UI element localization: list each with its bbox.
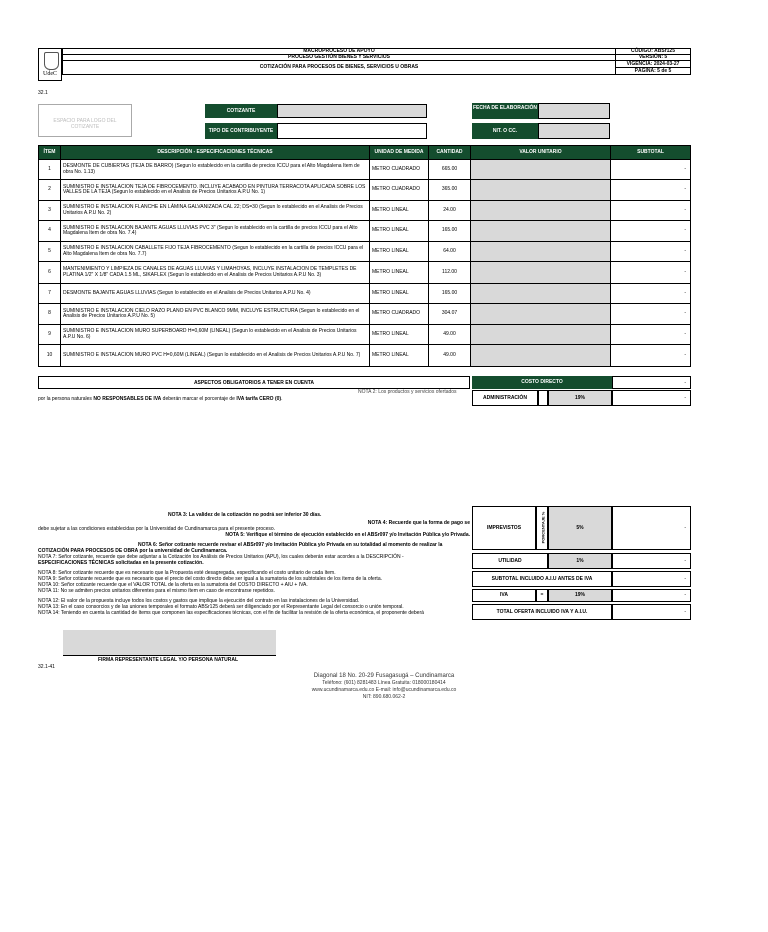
table-row: [39, 201, 691, 221]
items-table: [38, 145, 691, 367]
item-quantity: 665.00: [429, 160, 471, 180]
total-value: -: [612, 604, 691, 620]
item-unit-value[interactable]: [471, 242, 611, 262]
administracion-spacer: [538, 390, 548, 406]
item-unit-value[interactable]: [471, 325, 611, 345]
cotizante-label: COTIZANTE: [205, 104, 277, 118]
nota7b: ESPECIFICACIONES TÉCNICAS solicitadas en la presente cotización.: [38, 560, 204, 566]
utilidad-label: UTILIDAD: [472, 553, 548, 569]
header-pagina: PÁGINA: 5 de 5: [616, 68, 691, 75]
item-unit-value[interactable]: [471, 180, 611, 201]
table-row: [39, 160, 691, 180]
item-subtotal: -: [611, 284, 691, 304]
item-quantity: 365.00: [429, 180, 471, 201]
item-number: 9: [39, 325, 61, 345]
item-description: SUMINISTRO E INSTALACION MURO PVC H=0,60M (LINEAL) (Segun lo establecido en el Analisis de Precios Unitarios A.P.U No. 7): [61, 345, 370, 367]
item-subtotal: -: [611, 180, 691, 201]
imprevistos-pct[interactable]: 5%: [548, 506, 612, 550]
iva-line-pre: por la persona naturales: [38, 396, 94, 402]
nit-label: NIT. O CC.: [472, 123, 538, 139]
iva-value: -: [612, 589, 691, 602]
item-subtotal: -: [611, 242, 691, 262]
porcentaje-col: [536, 506, 548, 550]
item-unit: METRO LINEAL: [370, 221, 429, 242]
fecha-label: FECHA DE ELABORACIÓN: [472, 103, 538, 119]
nota6: NOTA 6: Señor cotizante recuerde revisar el ABSr097 y/o Invitación Pública y/o Privada en su totalidad al momento de realizar la: [138, 542, 443, 548]
administracion-pct[interactable]: 19%: [548, 390, 612, 406]
logo-placeholder: ESPACIO PARA LOGO DEL COTIZANTE: [38, 104, 132, 137]
item-unit: METRO CUADRADO: [370, 180, 429, 201]
item-unit-value[interactable]: [471, 201, 611, 221]
fecha-input[interactable]: [538, 103, 610, 119]
imprevistos-label: IMPREVISTOS: [472, 506, 536, 550]
header-vigencia: VIGENCIA: 2024-03-27: [616, 61, 691, 68]
item-description: SUMINISTRO E INSTALACION FLANCHE EN LÁMINA GALVANIZADA CAL 22; DS=30 (Segun lo establecido en el Analisis de Precios Unitarios A.P.U No. 2): [61, 201, 370, 221]
nota11: NOTA 11: No se admiten precios unitarios diferentes para el mismo ítem en caso de encontrarse repetidos.: [38, 588, 275, 594]
nota2-text: NOTA 2: Los productos y servicios ofertados: [358, 389, 457, 395]
item-quantity: 49.00: [429, 325, 471, 345]
iva-line-mid: deberán marcar el porcentaje de: [161, 396, 237, 402]
tipo-contribuyente-input[interactable]: [277, 123, 427, 139]
item-unit-value[interactable]: [471, 160, 611, 180]
nota4b: debe sujetar a las condiciones establecidas por la Universidad de Cundinamarca para el presente proceso.: [38, 526, 276, 532]
nota13: NOTA 13: En el caso consorcios y de las uniones temporales el formato ABSr125 deberá ser diligenciado por el Representante Legal del consorcio o unión temporal.: [38, 604, 404, 610]
total-label: TOTAL OFERTA INCLUIDO IVA Y A.I.U.: [472, 604, 612, 620]
nota9: NOTA 9: Señor cotizante recuerde que es necesario que el precio del costo directo debe ser igual a la sumatoria de los subtotales de los ítems de la oferta.: [38, 576, 382, 582]
costo-directo-label: COSTO DIRECTO: [472, 376, 612, 389]
item-number: 5: [39, 242, 61, 262]
nota10: NOTA 10: Señor cotizante recuerde que el VALOR TOTAL de la oferta es la sumatoria del COSTO DIRECTO + AIU + IVA.: [38, 582, 308, 588]
nota7: NOTA 7: Señor cotizante, recuerde que debe adjuntar a la Cotización los Análisis de Precios Unitarios (APU), los cuales deberán estar acordes a la DESCRIPCIÓN -: [38, 554, 404, 560]
signature-label: FIRMA REPRESENTANTE LEGAL Y/O PERSONA NATURAL: [97, 657, 239, 663]
item-subtotal: -: [611, 345, 691, 367]
item-unit: METRO LINEAL: [370, 201, 429, 221]
item-quantity: 24.00: [429, 201, 471, 221]
col-item: ÍTEM: [39, 146, 61, 160]
footer-address: Diagonal 18 No. 20-29 Fusagasugá – Cundinamarca: [313, 673, 455, 679]
item-description: SUMINISTRO E INSTALACION TEJA DE FIBROCEMENTO. INCLUYE ACABADO EN PINTURA TERRACOTA APLICADA SOBRE LOS VALLES DE LA TEJA (Segun lo establecido en el Analisis de Precios Unitarios A.P.U No. 1): [61, 180, 370, 201]
iva-line-bold1: NO RESPONSABLES DE IVA: [93, 396, 162, 402]
item-quantity: 304.07: [429, 304, 471, 325]
header-table: [62, 48, 691, 75]
item-number: 6: [39, 262, 61, 284]
item-unit: METRO LINEAL: [370, 262, 429, 284]
item-description: DESMONTE BAJANTE AGUAS LLUVIAS (Segun lo establecido en el Analisis de Precios Unitarios A.P.U No. 4): [61, 284, 370, 304]
iva-instruction: [38, 396, 282, 402]
item-number: 7: [39, 284, 61, 304]
footer-nit: NIT: 890.680.062-2: [362, 694, 406, 700]
item-unit-value[interactable]: [471, 284, 611, 304]
item-subtotal: -: [611, 304, 691, 325]
item-description: SUMINISTRO E INSTALACION BAJANTE AGUAS LLUVIAS PVC 3" (Segun lo establecido en la cartilla de precios ICCU para el Alto Magdalena Item de obra No. 7.4): [61, 221, 370, 242]
notes-block: [38, 512, 470, 616]
item-unit: METRO CUADRADO: [370, 304, 429, 325]
table-row: [39, 345, 691, 367]
col-subtotal: SUBTOTAL: [611, 146, 691, 160]
col-cantidad: CANTIDAD: [429, 146, 471, 160]
logo-text: UdeC: [43, 71, 57, 77]
item-quantity: 49.00: [429, 345, 471, 367]
item-unit-value[interactable]: [471, 304, 611, 325]
header-line1: MACROPROCESO DE APOYO: [63, 49, 616, 55]
footer: [214, 672, 554, 701]
item-subtotal: -: [611, 201, 691, 221]
item-unit: METRO CUADRADO: [370, 160, 429, 180]
item-unit: METRO LINEAL: [370, 284, 429, 304]
item-quantity: 165.00: [429, 221, 471, 242]
section-number: 32.1: [38, 90, 48, 96]
nit-input[interactable]: [538, 123, 610, 139]
administracion-value: -: [612, 390, 691, 406]
item-unit: METRO LINEAL: [370, 242, 429, 262]
iva-sign: =: [536, 589, 548, 602]
iva-label: IVA: [472, 589, 536, 602]
item-description: DESMONTE DE CUBIERTAS (TEJA DE BARRO) (Segun lo establecido en la cartilla de precios ICCU para el Alto Magdalena Item de obra No. 1.13): [61, 160, 370, 180]
item-number: 10: [39, 345, 61, 367]
item-subtotal: -: [611, 221, 691, 242]
item-subtotal: -: [611, 325, 691, 345]
footer-code: 32.1-41: [38, 664, 55, 670]
item-number: 3: [39, 201, 61, 221]
item-quantity: 64.00: [429, 242, 471, 262]
iva-line-post: .: [281, 396, 283, 402]
utilidad-value: -: [612, 553, 691, 569]
col-unidad: UNIDAD DE MEDIDA: [370, 146, 429, 160]
imprevistos-value: -: [612, 506, 691, 550]
item-unit: METRO LINEAL: [370, 345, 429, 367]
item-number: 8: [39, 304, 61, 325]
subtotal-aiu-label: SUBTOTAL INCLUIDO A.I.U ANTES DE IVA: [472, 571, 612, 587]
item-subtotal: -: [611, 160, 691, 180]
university-seal-icon: [44, 52, 59, 70]
table-row: [39, 325, 691, 345]
porcentaje-label: PORCENTAJE %: [540, 511, 546, 544]
header-codigo: CÓDIGO: ABSr125: [616, 49, 691, 55]
item-quantity: 112.00: [429, 262, 471, 284]
costo-directo-value: -: [612, 376, 691, 389]
item-description: SUMINISTRO E INSTALACION CABALLETE FIJO TEJA FIBROCEMENTO (Segun lo establecido en la cartilla de precios ICCU para el Alto Magdalena Item de obra No. 7.7): [61, 242, 370, 262]
table-row: [39, 221, 691, 242]
table-row: [39, 262, 691, 284]
signature-box[interactable]: [63, 630, 276, 656]
col-valor-unitario: VALOR UNITARIO: [471, 146, 611, 160]
item-description: MANTENIMIENTO Y LIMPIEZA DE CANALES DE AGUAS LLUVIAS Y LIMAHOYAS, INCLUYE INSTALACION DE TEMPLETES DE PLATINA 1/2" X 1/8" CADA 1.5 ML, SIKAFLEX (Segun lo establecido en el Analisis de Precios Unitarios A.P.U No. 3): [61, 262, 370, 284]
nota3: NOTA 3: La validez de la cotización no podrá ser inferior 30 días.: [168, 512, 322, 518]
table-row: [39, 284, 691, 304]
nota4: NOTA 4: Recuerde que la forma de pago se: [367, 520, 470, 526]
footer-web: www.ucundinamarca.edu.co E-mail: info@ucundinamarca.edu.co: [311, 687, 457, 693]
item-description: SUMINISTRO E INSTALACION MURO SUPERBOARD H=0,60M (LINEAL) (Segun lo establecido en el Analisis de Precios Unitarios A.P.U No. 6): [61, 325, 370, 345]
footer-phone: Teléfono: (601) 8281483 Línea Gratuita: 018000180414: [322, 680, 446, 686]
table-row: [39, 304, 691, 325]
subtotal-aiu-value: -: [612, 571, 691, 587]
nota14: NOTA 14: Teniendo en cuenta la cantidad de ítems que componen las especificaciones técnicas, con el fin de facilitar la revisión de la oferta económica, el proponente deberá: [38, 610, 424, 616]
item-number: 1: [39, 160, 61, 180]
item-number: 2: [39, 180, 61, 201]
iva-line-bold2: IVA tarifa CERO (0): [236, 396, 282, 402]
nota6b: COTIZACIÓN PARA PROCESOS DE OBRA por la universidad de Cundinamarca.: [38, 548, 228, 554]
utilidad-pct[interactable]: 1%: [548, 553, 612, 569]
item-subtotal: -: [611, 262, 691, 284]
item-unit-value[interactable]: [471, 262, 611, 284]
tipo-contribuyente-label: TIPO DE CONTRIBUYENTE: [205, 123, 277, 139]
item-number: 4: [39, 221, 61, 242]
administracion-label: ADMINISTRACIÓN: [472, 390, 538, 406]
header-line3: COTIZACIÓN PARA PROCESOS DE BIENES, SERVICIOS U OBRAS: [63, 61, 616, 75]
table-row: [39, 180, 691, 201]
nota8: NOTA 8: Señor cotizante recuerde que es necesario que la Propuesta esté desagregada, especificando el costo unitario de cada ítem.: [38, 570, 336, 576]
item-unit: METRO LINEAL: [370, 325, 429, 345]
header-logo: [38, 48, 62, 81]
header-line2: PROCESO GESTIÓN BIENES Y SERVICIOS: [63, 55, 616, 61]
iva-pct[interactable]: 19%: [548, 589, 612, 602]
cotizante-input[interactable]: [277, 104, 427, 118]
col-descripcion: DESCRIPCIÓN - ESPECIFICACIONES TÉCNICAS: [61, 146, 370, 160]
nota12: NOTA 12: El valor de la propuesta incluye todos los costos y gastos que implique la ejecución del contrato en las instalaciones de la Universidad.: [38, 598, 360, 604]
table-row: [39, 242, 691, 262]
item-description: SUMINISTRO E INSTALACION CIELO RAZO PLANO EN PVC BLANCO 9MM, INCLUYE ESTRUCTURA (Segun lo establecido en el Analisis de Precios Unitarios A.P.U No. 5): [61, 304, 370, 325]
item-unit-value[interactable]: [471, 221, 611, 242]
header-version: VERSIÓN: 5: [616, 55, 691, 61]
item-quantity: 165.00: [429, 284, 471, 304]
item-unit-value[interactable]: [471, 345, 611, 367]
nota5: NOTA 5: Verifique el término de ejecución establecido en el ABSr097 y/o Invitación Pública y/o Privada.: [225, 532, 470, 538]
aspectos-label: ASPECTOS OBLIGATORIOS A TENER EN CUENTA: [38, 376, 470, 389]
